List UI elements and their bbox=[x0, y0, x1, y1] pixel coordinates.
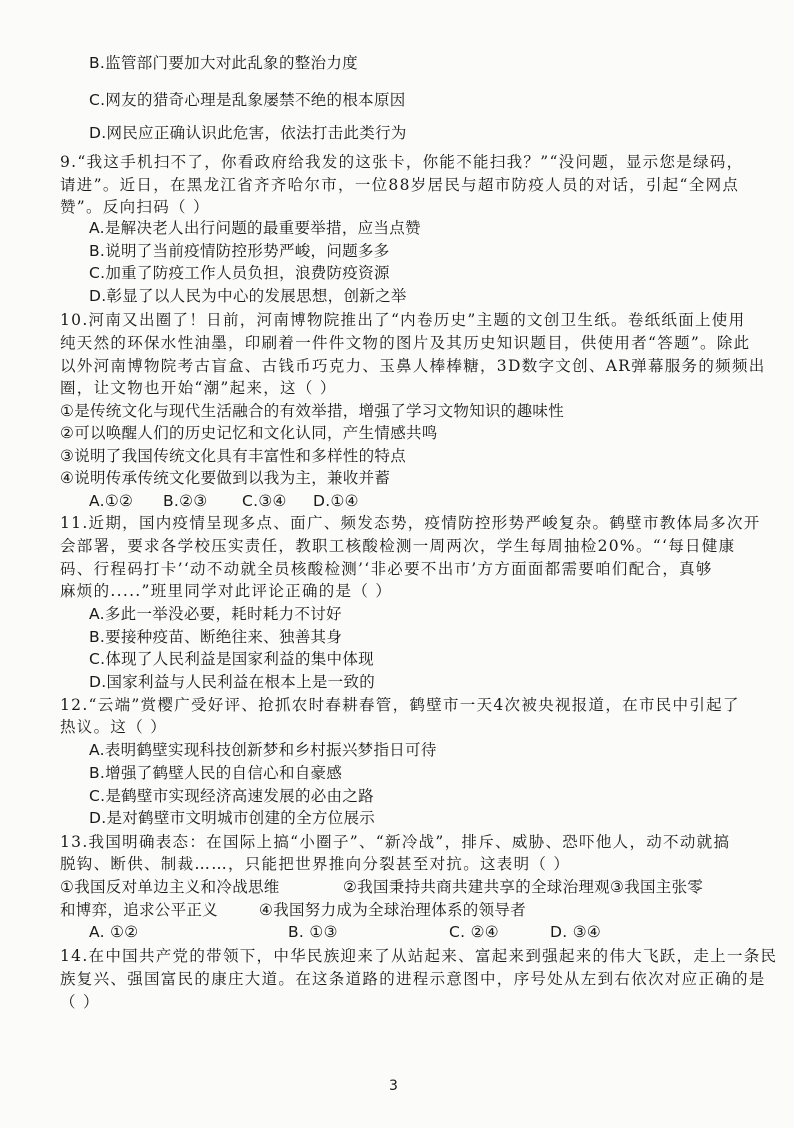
q10-statement-2: ②可以唤醒人们的历史记忆和文化认同，产生情感共鸣 bbox=[60, 424, 438, 442]
q10-stem-line-3: 以外河南博物院考古盲盒、古钱币巧克力、玉鼻人棒棒糖，3D数字文创、AR弹幕服务的频频出 bbox=[60, 357, 766, 375]
q13-choice-a: A. ①② bbox=[89, 923, 139, 941]
q14-stem-line-1: 14.在中国共产党的带领下，中华民族迎来了从站起来、富起来到强起来的伟大飞跃，走上一条民 bbox=[60, 947, 778, 965]
q11-option-a: A.多此一举没必要，耗时耗力不讨好 bbox=[89, 605, 342, 623]
q10-stem-line-2: 纯天然的环保水性油墨，印刷着一件件文物的图片及其历史知识题目，供使用者“答题”。除此 bbox=[60, 334, 751, 352]
q13-stem-line-2: 脱钩、断供、制裁……，只能把世界推向分裂甚至对抗。这表明（ ） bbox=[60, 855, 571, 873]
q10-statement-3: ③说明了我国传统文化具有丰富性和多样性的特点 bbox=[60, 447, 406, 465]
q11-stem-line-3: 码、行程码打卡’‘动不动就全员核酸检测’‘非必要不出市’方方面面都需要咱们配合，真够 bbox=[60, 560, 713, 578]
q13-stem-line-1: 13.我国明确表态：在国际上搞“小圈子”、“新冷战”，排斥、威胁、恐吓他人，动不动就搞 bbox=[60, 833, 731, 851]
q13-statement-2: ②我国秉持共商共建共享的全球治理观③我国主张零 bbox=[343, 878, 704, 896]
q13-statement-3: 和博弈，追求公平正义 bbox=[60, 901, 219, 919]
q11-stem-line-4: 麻烦的.....”班里同学对此评论正确的是（ ） bbox=[60, 582, 393, 600]
q10-choice-c: C.③④ bbox=[242, 492, 287, 510]
q10-stem-line-1: 10.河南又出圈了！日前，河南博物院推出了“内卷历史”主题的文创卫生纸。卷纸纸面上使用 bbox=[60, 311, 746, 329]
q10-choice-b: B.②③ bbox=[163, 492, 208, 510]
q10-choice-d: D.①④ bbox=[313, 492, 359, 510]
q14-stem-line-2: 族复兴、强国富民的康庄大道。在这条道路的进程示意图中，序号处从左到右依次对应正确的是 bbox=[60, 970, 766, 988]
q11-stem-line-2: 会部署，要求各学校压实责任，教职工核酸检测一周两次，学生每周抽检20%。“‘每日健康 bbox=[60, 537, 736, 555]
q12-option-c: C.是鹤壁市实现经济高速发展的必由之路 bbox=[89, 787, 374, 805]
q12-option-b: B.增强了鹤壁人民的自信心和自豪感 bbox=[89, 764, 343, 782]
prev-option-d: D.网民应正确认识此危害，依法打击此类行为 bbox=[89, 124, 407, 142]
q9-option-a: A.是解决老人出行问题的最重要举措，应当点赞 bbox=[89, 219, 421, 237]
q10-statement-1: ①是传统文化与现代生活融合的有效举措，增强了学习文物知识的趣味性 bbox=[60, 402, 564, 420]
q12-stem-line-1: 12.“云端”赏樱广受好评、抢抓农时春耕春管，鹤壁市一天4次被央视报道，在市民中引起了 bbox=[60, 696, 740, 714]
q11-option-b: B.要接种疫苗、断绝往来、独善其身 bbox=[89, 628, 343, 646]
q14-stem-line-3: （ ） bbox=[60, 993, 100, 1011]
q13-choice-d: D. ③④ bbox=[550, 923, 602, 941]
q10-choice-a: A.①② bbox=[89, 492, 134, 510]
q11-option-d: D.国家利益与人民利益在根本上是一致的 bbox=[89, 673, 376, 691]
prev-option-c: C.网友的猎奇心理是乱象屡禁不绝的根本原因 bbox=[89, 91, 406, 109]
q9-option-d: D.彰显了以人民为中心的发展思想，创新之举 bbox=[89, 287, 407, 305]
q12-option-d: D.是对鹤壁市文明城市创建的全方位展示 bbox=[89, 809, 376, 827]
q12-stem-line-2: 热议。这（ ） bbox=[60, 718, 168, 736]
q9-option-b: B.说明了当前疫情防控形势严峻，问题多多 bbox=[89, 242, 390, 260]
q9-stem-line-3: 赞”。反向扫码（ ） bbox=[60, 198, 210, 216]
q13-statement-4: ④我国努力成为全球治理体系的领导者 bbox=[259, 901, 526, 919]
prev-option-b: B.监管部门要加大对此乱象的整治力度 bbox=[89, 54, 358, 72]
q9-stem-line-2: 请进”。近日，在黑龙江省齐齐哈尔市，一位88岁居民与超市防疫人员的对话，引起“全网点 bbox=[60, 176, 740, 194]
q11-option-c: C.体现了人民利益是国家利益的集中体现 bbox=[89, 650, 374, 668]
q9-stem-line-1: 9.“我这手机扫不了，你看政府给我发的这张卡，你能不能扫我？”“没问题，显示您是绿码， bbox=[60, 153, 744, 171]
q12-option-a: A.表明鹤壁实现科技创新梦和乡村振兴梦指日可待 bbox=[89, 741, 437, 759]
q13-choice-b: B. ①③ bbox=[288, 923, 338, 941]
q10-stem-line-4: 圈，让文物也开始“潮”起来，这（ ） bbox=[60, 379, 337, 397]
q9-option-c: C.加重了防疫工作人员负担，浪费防疫资源 bbox=[89, 264, 390, 282]
page-number: 3 bbox=[389, 1078, 398, 1094]
q13-choice-c: C. ②④ bbox=[449, 923, 499, 941]
q10-statement-4: ④说明传承传统文化要做到以我为主，兼收并蓄 bbox=[60, 469, 391, 487]
q13-statement-1: ①我国反对单边主义和冷战思维 bbox=[60, 878, 280, 896]
q11-stem-line-1: 11.近期，国内疫情呈现多点、面广、频发态势，疫情防控形势严峻复杂。鹤壁市教体局多次开 bbox=[60, 514, 761, 532]
